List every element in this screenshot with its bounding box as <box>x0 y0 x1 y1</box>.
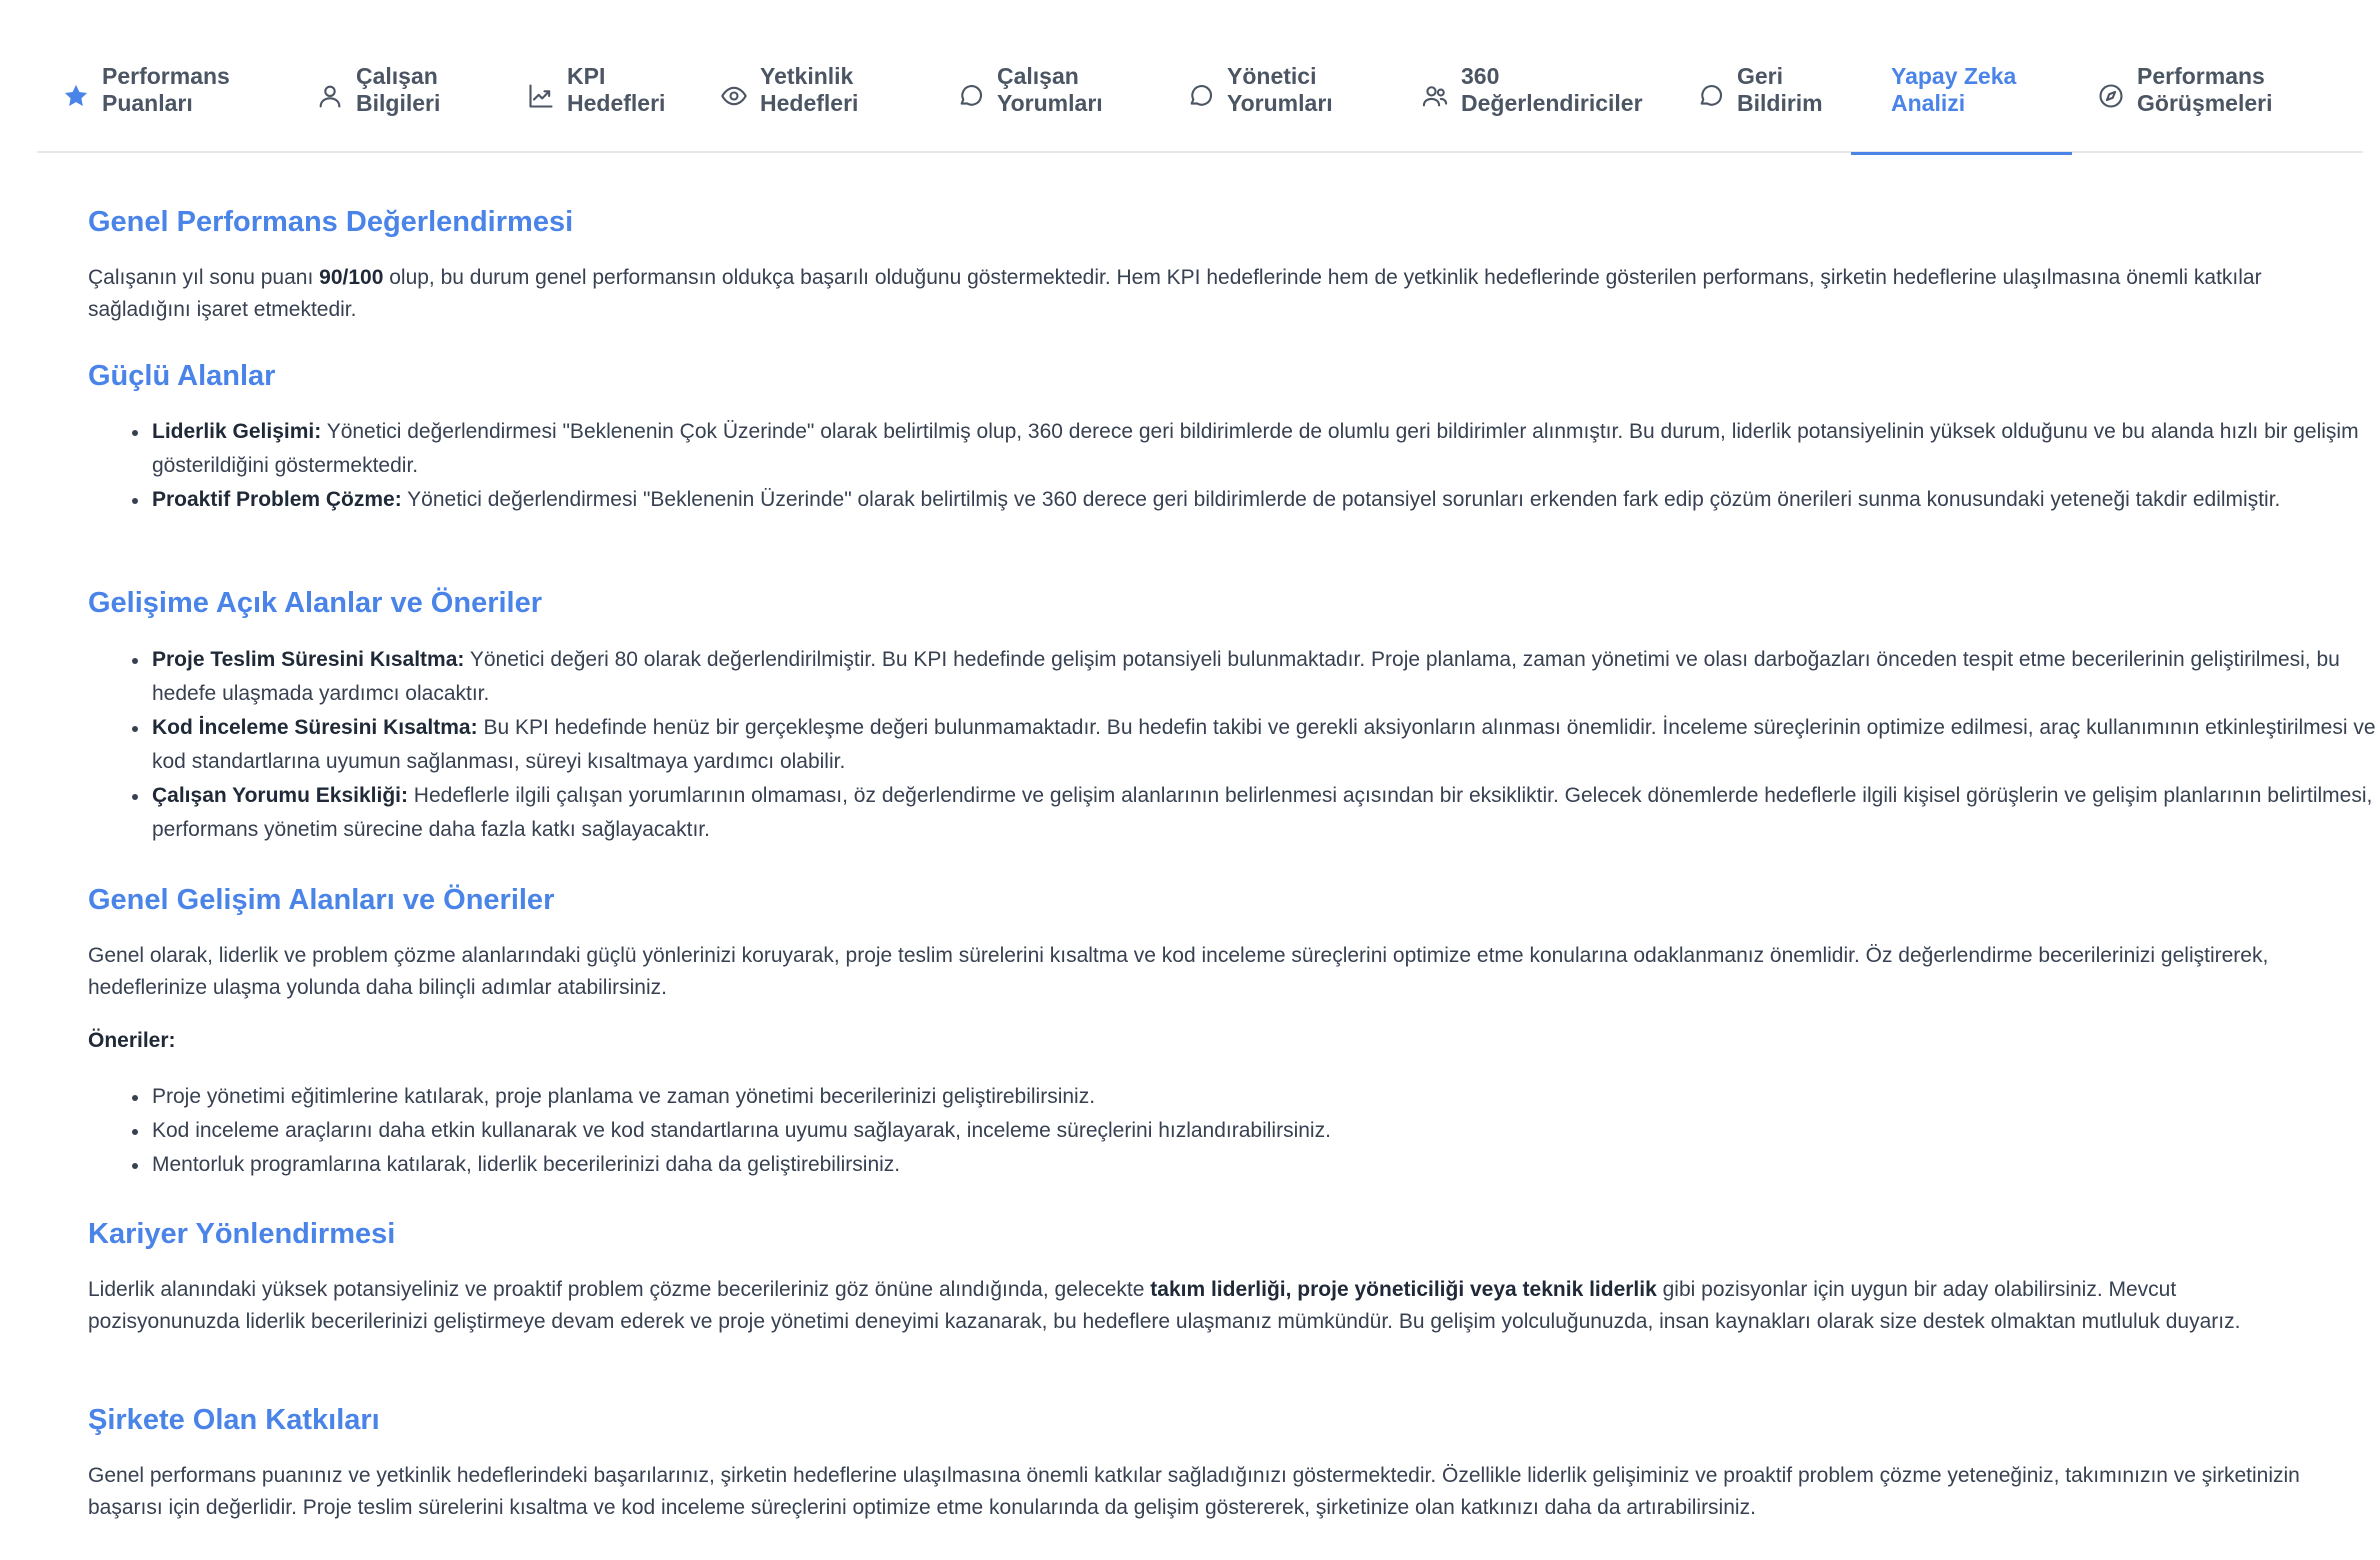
list-item <box>152 711 2380 779</box>
list-item <box>152 483 2380 517</box>
general-development-paragraph: Genel olarak, liderlik ve problem çözme alanlarındaki güçlü yönlerinizi koruyarak, proje teslim sürelerini kısaltma ve kod inceleme süreçlerini optimize etme konularına odaklanmanız önemlidir. Öz değerlendirme becerilerinizi geliştirerek, hedeflerinize ulaşma yolunda daha bilinçli adımlar atabilirsiniz. <box>88 944 2269 999</box>
career-text-before: Liderlik alanındaki yüksek potansiyeliniz ve proaktif problem çözme becerileriniz göz önüne alındığında, gelecekte <box>88 1278 1151 1301</box>
strengths-list <box>88 415 2380 517</box>
section-title-strengths: Güçlü Alanlar <box>88 360 276 392</box>
improvement-label: Proje Teslim Süresini Kısaltma: <box>152 648 465 671</box>
overall-paragraph <box>88 262 2318 326</box>
list-item <box>152 779 2380 847</box>
overall-text-before: Çalışanın yıl sonu puanı <box>88 266 320 289</box>
section-title-contributions: Şirkete Olan Katkıları <box>88 1404 380 1436</box>
improvement-text: Yönetici değeri 80 olarak değerlendirilmiştir. Bu KPI hedefinde gelişim potansiyeli bulunmaktadır. Proje planlama, zaman yönetimi ve olası darboğazları önceden tespit etme becerilerinin geliştirilmesi, bu hedefe ulaşmada yardımcı olacaktır. <box>152 648 2340 705</box>
improvement-text: Hedeflerle ilgili çalışan yorumlarının olmaması, öz değerlendirme ve gelişim alanlarının belirlenmesi açısından bir eksikliktir. Gelecek dönemlerde hedeflerle ilgili kişisel görüşlerin ve gelişim planlarının belirtilmesi, performans yönetim sürecine daha fazla katkı sağlayacaktır. <box>152 784 2373 841</box>
strength-label: Liderlik Gelişimi: <box>152 420 322 443</box>
tab-label: Yönetici Yorumları <box>1227 63 1333 116</box>
career-text-after: gibi pozisyonlar için uygun bir aday olabilirsiniz. Mevcut pozisyonunuzda liderlik becerilerinizi geliştirmeye devam ederek ve proje yönetimi deneyimi kazanarak, bu hedeflere ulaşmanız mümkündür. Bu gelişim yolculuğunuzda, insan kaynakları olarak size destek olmaktan mutluluk duyarız. <box>88 1278 2241 1333</box>
compass-icon <box>2097 82 2125 110</box>
tab-bar <box>37 63 2363 153</box>
section-title-overall: Genel Performans Değerlendirmesi <box>88 206 574 238</box>
career-paragraph <box>88 1274 2318 1338</box>
trend-chart-icon <box>527 82 555 110</box>
users-icon <box>1421 82 1449 110</box>
improvements-list <box>88 643 2380 847</box>
section-title-career: Kariyer Yönlendirmesi <box>88 1218 396 1250</box>
chat-bubble-icon <box>957 82 985 110</box>
improvement-label: Çalışan Yorumu Eksikliği: <box>152 784 408 807</box>
improvement-text: Bu KPI hedefinde henüz bir gerçekleşme değeri bulunmamaktadır. Bu hedefin takibi ve gerekli aksiyonların alınması önemlidir. İnceleme süreçlerinin optimize edilmesi, araç kullanımının etkinleştirilmesi ve kod standartlarına uyumun sağlanması, süreyi kısaltmaya yardımcı olabilir. <box>152 716 2376 773</box>
strength-text: Yönetici değerlendirmesi "Beklenenin Çok Üzerinde" olarak belirtilmiş olup, 360 derece geri bildirimlerde de olumlu geri bildirimler alınmıştır. Bu durum, liderlik potansiyelinin yüksek olduğunu ve bu alanda hızlı bir gelişim gösterildiğini göstermektedir. <box>152 420 2359 477</box>
tab-yonetici-yorumlari[interactable] <box>1187 63 1333 153</box>
overall-text-after: olup, bu durum genel performansın oldukça başarılı olduğunu göstermektedir. Hem KPI hedeflerinde hem de yetkinlik hedeflerinde gösterilen performans, şirketin hedeflerine ulaşılmasına önemli katkılar sağladığını işaret etmektedir. <box>88 266 2262 321</box>
strength-text: Yönetici değerlendirmesi "Beklenenin Üzerinde" olarak belirtilmiş ve 360 derece geri bildirimlerde de potansiyel sorunları erkenden fark edip çözüm önerileri sunma konusundaki yeteneği takdir edilmiştir. <box>401 488 2281 511</box>
recommendations-label <box>88 1025 2318 1057</box>
list-item: Mentorluk programlarına katılarak, liderlik becerilerinizi daha da geliştirebilirsiniz. <box>152 1148 2380 1182</box>
star-icon <box>62 82 90 110</box>
list-item: Proje yönetimi eğitimlerine katılarak, proje planlama ve zaman yönetimi becerilerinizi geliştirebilirsiniz. <box>152 1080 2380 1114</box>
tab-label: KPI Hedefleri <box>567 63 666 116</box>
user-icon <box>316 82 344 110</box>
tab-label: Çalışan Yorumları <box>997 63 1103 116</box>
tab-kpi-hedefleri[interactable] <box>527 63 665 153</box>
career-highlight: takım liderliği, proje yöneticiliği veya teknik liderlik <box>1150 1278 1657 1301</box>
tab-calisan-bilgileri[interactable] <box>316 63 440 153</box>
list-item <box>152 643 2380 711</box>
tab-label: Yapay Zeka Analizi <box>1891 63 2017 116</box>
eye-icon <box>720 82 748 110</box>
overall-score: 90/100 <box>319 266 384 289</box>
recommendations-list <box>88 1080 2380 1182</box>
tab-geri-bildirim[interactable] <box>1697 63 1823 153</box>
tab-label: Çalışan Bilgileri <box>356 63 441 116</box>
tab-360-degerlendiriciler[interactable] <box>1421 63 1643 153</box>
tab-performans-gorusmeleri[interactable] <box>2097 63 2273 153</box>
tab-label: 360 Değerlendiriciler <box>1461 63 1643 116</box>
chat-bubble-icon <box>1187 82 1215 110</box>
tab-label: Performans Görüşmeleri <box>2137 63 2273 116</box>
tab-label: Performans Puanları <box>102 63 230 116</box>
tab-yetkinlik-hedefleri[interactable] <box>720 63 858 153</box>
list-item: Kod inceleme araçlarını daha etkin kullanarak ve kod standartlarına uyumu sağlayarak, inceleme süreçlerini hızlandırabilirsiniz. <box>152 1114 2380 1148</box>
tab-yapay-zeka-analizi[interactable] <box>1851 63 2072 153</box>
list-item <box>152 415 2380 483</box>
tab-label: Yetkinlik Hedefleri <box>760 63 859 116</box>
section-title-general-development: Genel Gelişim Alanları ve Öneriler <box>88 884 555 916</box>
chat-bubble-icon <box>1697 82 1725 110</box>
tab-calisan-yorumlari[interactable] <box>957 63 1103 153</box>
section-title-improvements: Gelişime Açık Alanlar ve Öneriler <box>88 587 543 619</box>
tab-performans-puanlari[interactable] <box>62 63 230 153</box>
contributions-paragraph: Genel performans puanınız ve yetkinlik hedeflerindeki başarılarınız, şirketin hedeflerine ulaşılmasına önemli katkılar sağladığınızı göstermektedir. Özellikle liderlik gelişiminiz ve proaktif problem çözme yeteneğiniz, takımınızın ve şirketinizin başarısı için değerlidir. Proje teslim sürelerini kısaltma ve kod inceleme süreçlerini optimize etme konularında da gelişim göstererek, şirketinize olan katkınızı daha da artırabilirsiniz. <box>88 1464 2300 1519</box>
recommendations-label-text: Öneriler: <box>88 1029 176 1052</box>
improvement-label: Kod İnceleme Süresini Kısaltma: <box>152 716 478 739</box>
tab-label: Geri Bildirim <box>1737 63 1823 116</box>
strength-label: Proaktif Problem Çözme: <box>152 488 402 511</box>
